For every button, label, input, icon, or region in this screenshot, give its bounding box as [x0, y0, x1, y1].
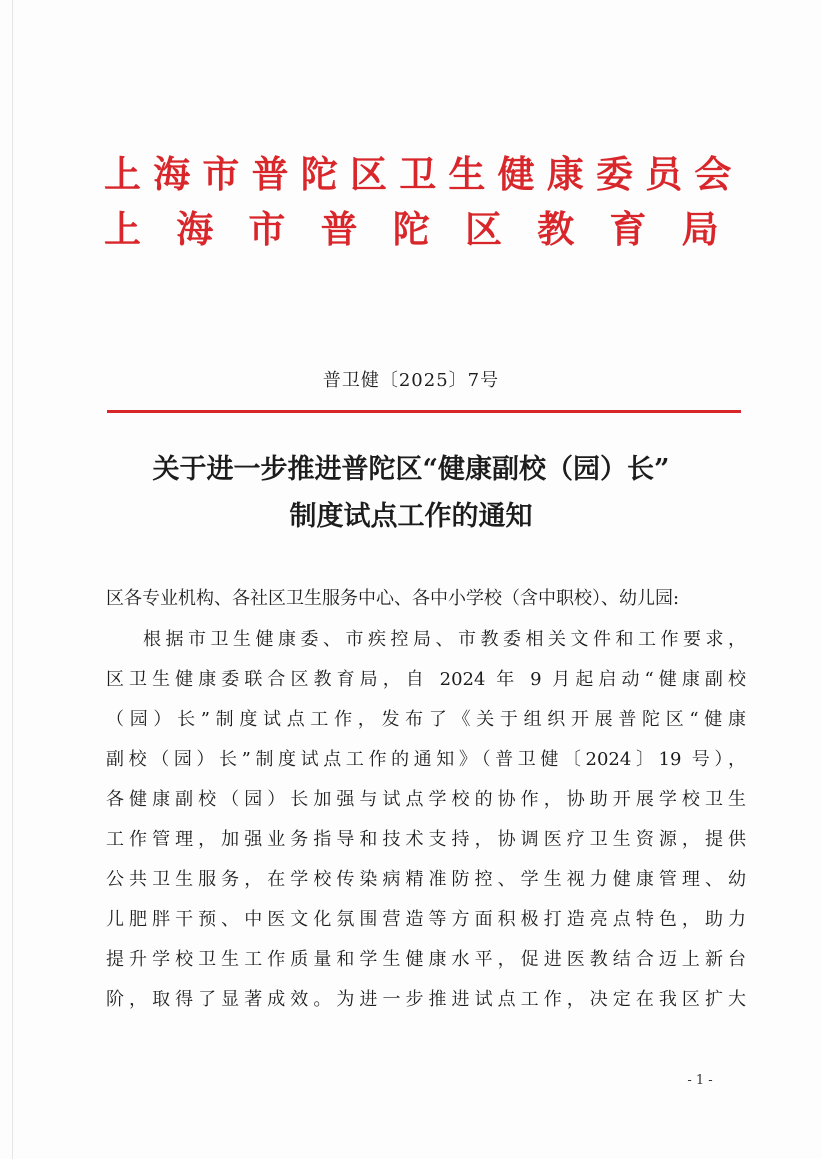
addressee-line: 区各专业机构、各社区卫生服务中心、各中小学校（含中职校）、幼儿园: [106, 588, 680, 609]
document-title-line-2: 制度试点工作的通知 [289, 501, 533, 532]
body-text-line: 根据市卫生健康委、市疾控局、市教委相关文件和工作要求， [143, 629, 746, 650]
body-text-line: 工作管理，加强业务指导和技术支持，协调医疗卫生资源，提供 [106, 829, 746, 850]
body-text-line: 各健康副校（园）长加强与试点学校的协作，协助开展学校卫生 [106, 789, 746, 810]
issuer-health-commission: 上海市普陀区卫生健康委员会 [104, 152, 744, 196]
body-text-line: （园）长”制度试点工作，发布了《关于组织开展普陀区“健康 [106, 709, 746, 730]
document-number: 普卫健〔2025〕7号 [322, 370, 500, 391]
body-text-line: 提升学校卫生工作质量和学生健康水平，促进医教结合迈上新台 [106, 949, 746, 970]
body-text-line: 区卫生健康委联合区教育局，自 2024 年 9 月起启动“健康副校 [106, 669, 746, 690]
page-number: - 1 - [687, 1073, 713, 1088]
body-text-line: 阶，取得了显著成效。为进一步推进试点工作，决定在我区扩大 [106, 989, 746, 1010]
body-text-line: 副校（园）长”制度试点工作的通知》（普卫健〔2024〕19 号）， [106, 749, 746, 770]
page-edge-line [12, 0, 13, 1159]
issuer-education-bureau: 上海市普陀区教育局 [104, 207, 754, 251]
document-title-line-1: 关于进一步推进普陀区“健康副校（园）长” [152, 454, 670, 485]
body-text-line: 儿肥胖干预、中医文化氛围营造等方面积极打造亮点特色，助力 [106, 909, 746, 930]
body-text-line: 公共卫生服务，在学校传染病精准防控、学生视力健康管理、幼 [106, 869, 746, 890]
red-divider-line [107, 410, 741, 413]
